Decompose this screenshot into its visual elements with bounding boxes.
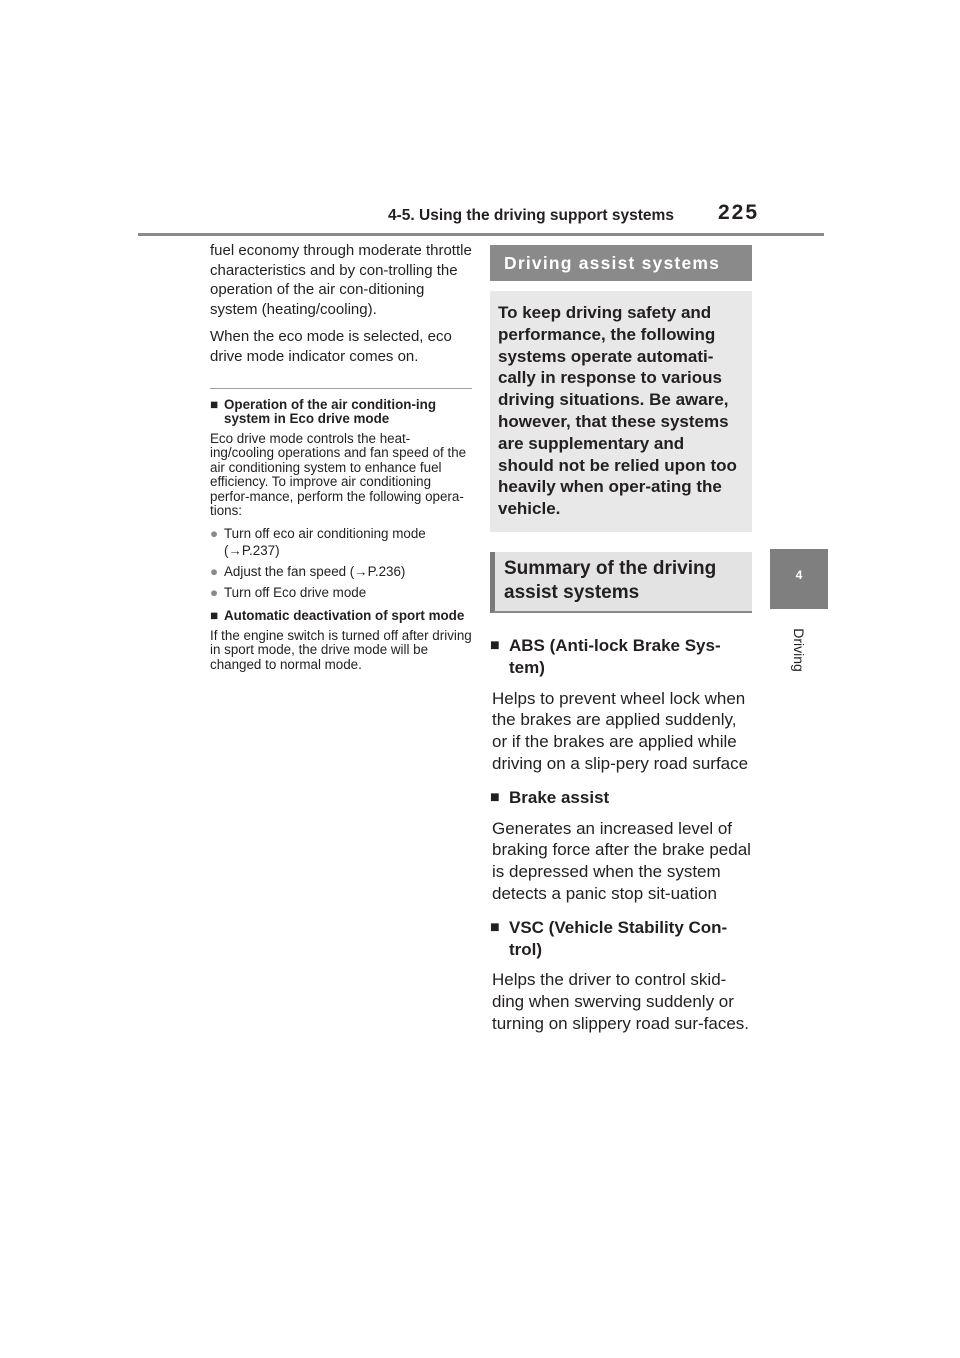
subheading-sport-mode (210, 609, 472, 623)
eco-indicator-paragraph: When the eco mode is selected, eco drive mode indicator comes on. (210, 328, 452, 365)
list-item (210, 525, 472, 559)
chapter-number: 4 (795, 568, 803, 582)
square-bullet-icon: ■ (490, 788, 500, 806)
dot-bullet-icon: ● (210, 525, 219, 541)
summary-heading: Summary of the driving assist systems (490, 552, 752, 613)
square-bullet-icon: ■ (210, 607, 219, 623)
item-body-vsc: Helps the driver to control skid-ding when swerving suddenly or turning on slippery road sur-faces. (492, 970, 750, 1033)
subheading-air-conditioning (210, 398, 472, 426)
right-column (490, 245, 752, 1047)
page-number: 225 (718, 201, 760, 224)
list-item-text: Adjust the fan speed (→P.236) (224, 563, 406, 579)
section-title: 4-5. Using the driving support systems (388, 207, 674, 224)
item-heading-brake-assist (490, 787, 752, 809)
item-body-abs: Helps to prevent wheel lock when the brakes are applied suddenly, or if the brakes are applied while driving on a slip-pery road surface (492, 688, 749, 773)
item-heading-abs (490, 635, 752, 679)
section-divider (210, 388, 472, 389)
square-bullet-icon: ■ (210, 396, 219, 412)
subheading-text: Operation of the air condition-ing system in Eco drive mode (224, 396, 437, 426)
list-item-text: Turn off Eco drive mode (224, 584, 367, 600)
item-body-brake-assist: Generates an increased level of braking force after the brake pedal is depressed when the system detects a panic stop sit-uation (492, 818, 751, 903)
square-bullet-icon: ■ (490, 918, 500, 936)
chapter-label: Driving (791, 628, 807, 672)
lead-paragraph: fuel economy through moderate throttle characteristics and by con-trolling the operation of the air con-ditioning system (heating/cooling). (210, 242, 472, 318)
section-band-title: Driving assist systems (490, 245, 752, 281)
left-column (210, 241, 472, 678)
item-heading-vsc (490, 917, 752, 961)
subheading-text: Automatic deactivation of sport mode (224, 607, 465, 623)
header-divider (138, 233, 824, 236)
intro-box: To keep driving safety and performance, the following systems operate automati-cally in response to various driving situations. Be aware, however, that these systems are supplementary and should not be relied upon too heavily when oper-ating the vehicle. (490, 291, 752, 532)
item-heading-text: VSC (Vehicle Stability Con-trol) (509, 917, 728, 959)
square-bullet-icon: ■ (490, 636, 500, 654)
item-heading-text: Brake assist (509, 787, 610, 807)
dot-bullet-icon: ● (210, 563, 219, 579)
list-item (210, 563, 472, 580)
item-heading-text: ABS (Anti-lock Brake Sys-tem) (509, 635, 721, 677)
list-item (210, 584, 472, 601)
air-conditioning-body: Eco drive mode controls the heat-ing/cooling operations and fan speed of the air conditioning system to enhance fuel efficiency. To improve air conditioning perfor-mance, perform the following opera-tions: (210, 430, 467, 519)
list-item-text: Turn off eco air conditioning mode (→P.237) (224, 525, 426, 558)
sport-mode-body: If the engine switch is turned off after driving in sport mode, the drive mode will be changed to normal mode. (210, 627, 472, 672)
dot-bullet-icon: ● (210, 584, 219, 600)
